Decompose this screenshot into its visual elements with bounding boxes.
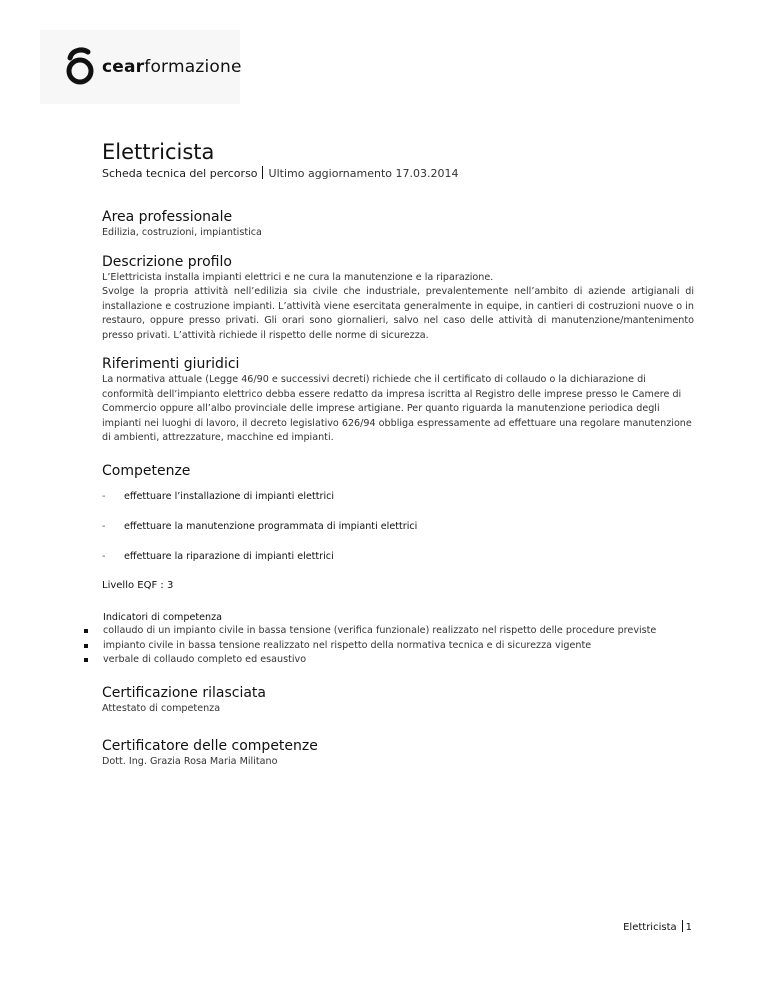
section-certificatore [102, 737, 694, 770]
competenze-list [102, 490, 694, 564]
bullet-icon [84, 658, 88, 662]
list-item: - effettuare la riparazione di impianti elettrici [102, 550, 334, 562]
document-body [102, 138, 694, 591]
page-title: Elettricista [102, 140, 215, 164]
area-heading: Area professionale [102, 209, 233, 225]
riferimenti-text: La normativa attuale (Legge 46/90 e successivi decreti) richiede che il certificato di collaudo o la dichiarazione di conformità dell’impianto elettrico debba essere redatto da impresa iscritta al Registro delle imprese presso le Camere di Commercio oppure all’albo provinciale delle imprese artigiane. Per quanto riguarda la manutenzione periodica degli impianti nei luoghi di lavoro, il decreto legislativo 626/94 obbliga espressamente ad effettuare una regolare manutenzione di ambienti, attrezzature, macchine ed impianti. [102, 374, 692, 443]
section-descrizione [102, 253, 694, 344]
certificatore-heading: Certificatore delle competenze [102, 737, 318, 754]
descrizione-intro: L’Elettricista installa impianti elettrici e ne cura la manutenzione e la riparazione. [102, 271, 494, 283]
section-indicatori [84, 611, 704, 668]
subtitle [102, 166, 694, 182]
section-competenze [102, 462, 694, 591]
competenze-heading: Competenze [102, 462, 191, 479]
bullet-icon [84, 644, 88, 648]
page-footer [623, 920, 692, 933]
list-item: - effettuare la manutenzione programmata di impianti elettrici [102, 520, 418, 532]
logo-wordmark: cearformazione [102, 57, 242, 77]
footer-label: Elettricista [623, 922, 677, 933]
page-number: 1 [685, 922, 692, 933]
indicatori-heading: Indicatori di competenza [103, 612, 223, 623]
certificatore-text: Dott. Ing. Grazia Rosa Maria Militano [102, 755, 278, 767]
list-item: - effettuare l’installazione di impianti elettrici [102, 490, 335, 502]
bullet-icon [84, 629, 88, 633]
riferimenti-heading: Riferimenti giuridici [102, 356, 240, 372]
certificazione-text: Attestato di competenza [102, 703, 221, 714]
descrizione-text: Svolge la propria attività nell’edilizia sia civile che industriale, prevalentemente nell’ambito di aziende artigianali di installazione e costruzione impianti. L’attività viene esercitata generalmente in equipe, in cantieri di costruzioni nuove o in restauro, oppure presso privati. Gli orari sono giornalieri, salvo nel caso delle attività di manutenzione/mantenimento presso privati. L’attività richiede il rispetto delle norme di sicurezza. [102, 286, 694, 341]
eqf-level: Livello EQF : 3 [102, 579, 174, 591]
subtitle-divider [262, 166, 263, 179]
list-item: collaudo di un impianto civile in bassa tensione (verifica funzionale) realizzato nel rispetto delle procedure previste [84, 624, 704, 639]
certificazione-heading: Certificazione rilasciata [102, 685, 267, 701]
list-item: verbale di collaudo completo ed esaustivo [84, 653, 704, 668]
subtitle-label: Scheda tecnica del percorso [102, 167, 258, 180]
section-area [102, 208, 694, 241]
area-text: Edilizia, costruzioni, impiantistica [102, 227, 262, 238]
cear-logo-icon [58, 46, 102, 90]
lower-sections [102, 684, 694, 769]
logo [40, 30, 240, 104]
section-certificazione [102, 684, 694, 717]
list-item: impianto civile in bassa tensione realizzato nel rispetto della normativa tecnica e di sicurezza vigente [84, 639, 704, 654]
last-update: Ultimo aggiornamento 17.03.2014 [268, 167, 459, 180]
footer-divider [682, 920, 683, 932]
descrizione-heading: Descrizione profilo [102, 253, 232, 270]
section-riferimenti [102, 355, 694, 446]
indicatori-list [84, 624, 704, 668]
